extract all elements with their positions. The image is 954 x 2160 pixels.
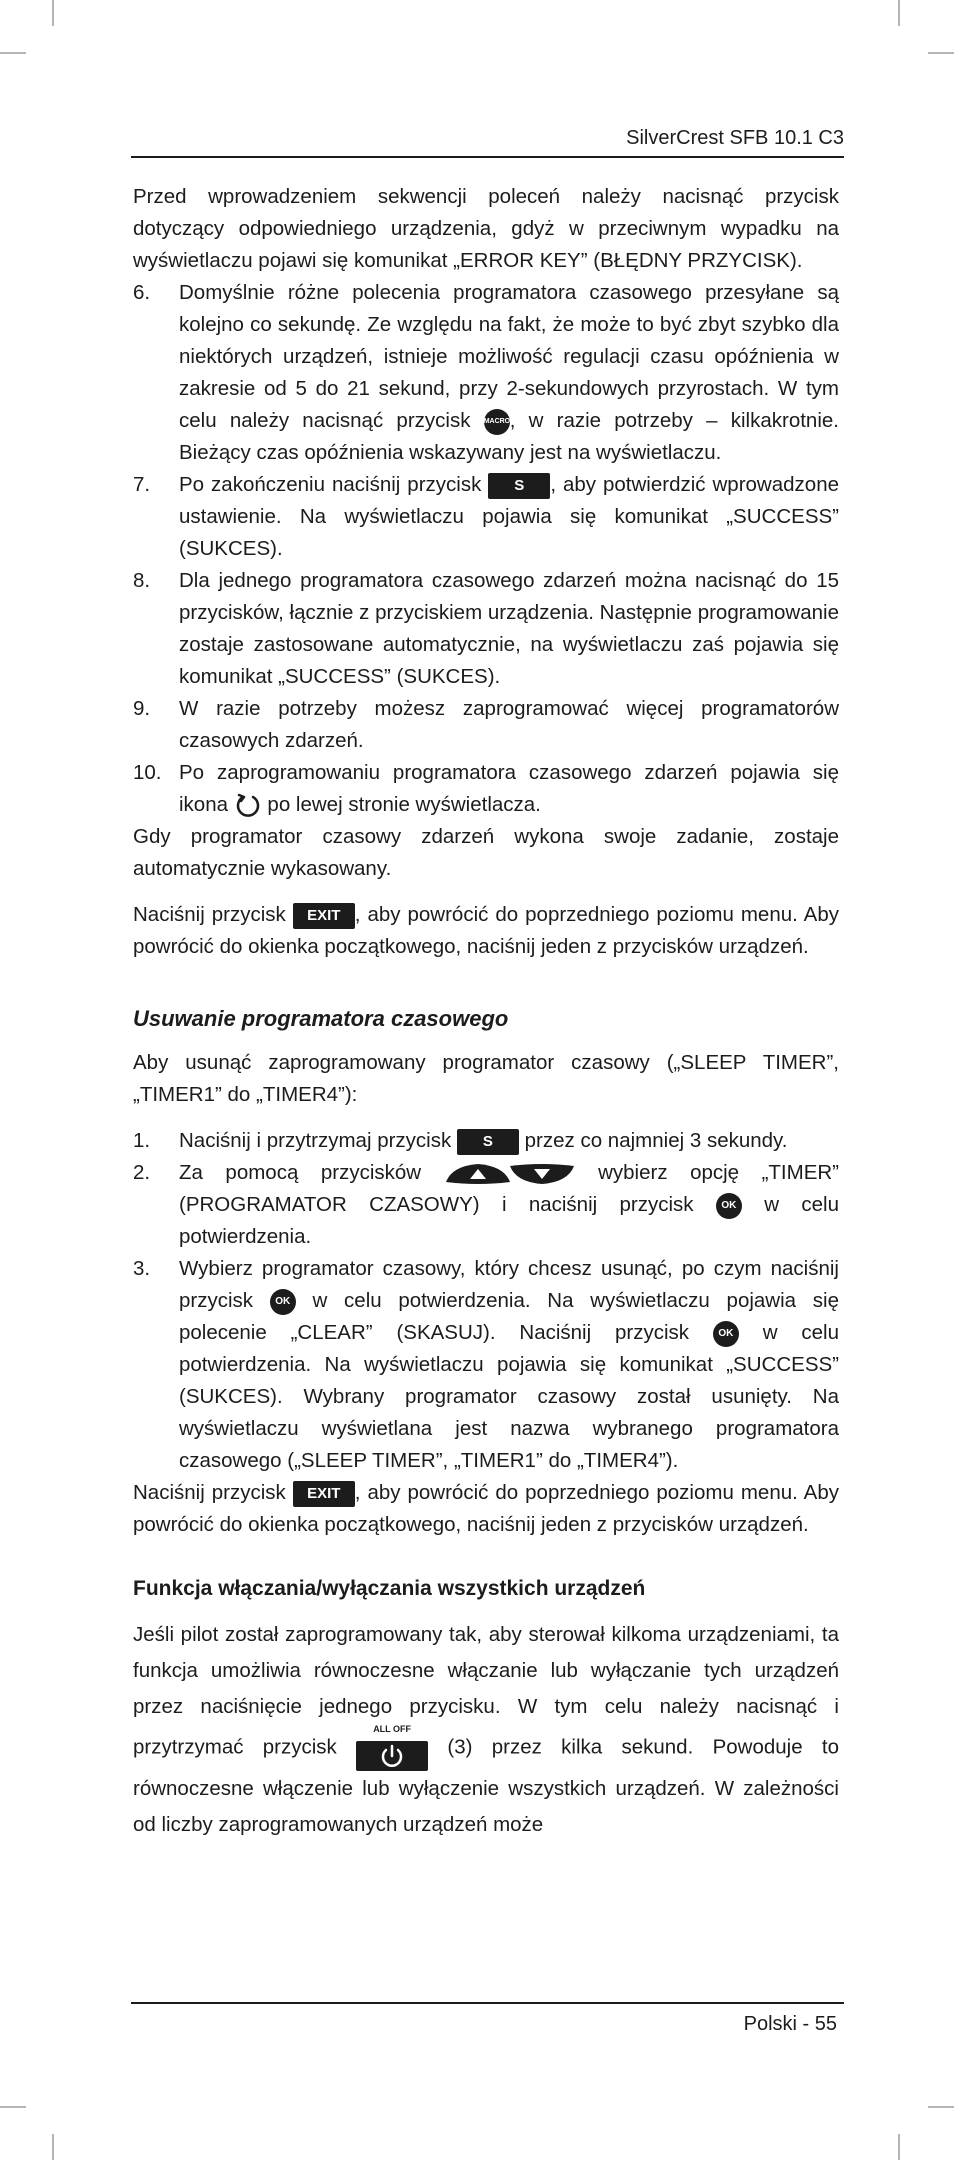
step-text: Za pomocą przycisków [179, 1161, 422, 1184]
s-key-icon: S [488, 473, 550, 499]
ok-button-icon: OK [713, 1321, 739, 1347]
list-item [133, 757, 839, 821]
list-item [133, 277, 839, 469]
delete-steps-list [133, 1125, 839, 1477]
step-text: , aby potwierdzić wprowadzone ustawienie. Na wyświetlaczu pojawia się komunikat „SUCCESS” (SUKCES). [179, 473, 839, 560]
ok-button-icon: OK [716, 1193, 742, 1219]
page-body [133, 181, 839, 1843]
exit-paragraph [133, 899, 839, 963]
list-item [133, 565, 839, 693]
paragraph: Gdy programator czasowy zdarzeń wykona swoje zadanie, zostaje automatycznie wykasowany. [133, 825, 839, 880]
ok-button-icon: OK [270, 1289, 296, 1315]
crop-mark [928, 2106, 954, 2108]
all-off-paragraph [133, 1617, 839, 1843]
text: Jeśli pilot został zaprogramowany tak, aby sterował kilkoma urządzeniami, ta funkcja umożliwia równoczesne włączanie lub wyłączanie tych urządzeń przez naciśnięcie jednego przycisku. W tym celu należy nacisnąć i przytrzymać przycisk [133, 1623, 839, 1759]
step-number: 10. [133, 761, 162, 784]
s-key-icon: S [457, 1129, 519, 1155]
text: Naciśnij przycisk [133, 903, 286, 926]
text: Naciśnij przycisk [133, 1481, 286, 1504]
list-item [133, 469, 839, 565]
all-off-key [356, 1741, 428, 1771]
macro-button-icon: MACRO [484, 409, 510, 435]
power-icon [356, 1741, 428, 1771]
step-text: Naciśnij i przytrzymaj przycisk [179, 1129, 452, 1152]
step-text: w celu potwierdzenia. [179, 1193, 839, 1248]
page-footer: Polski - 55 [743, 2013, 837, 2035]
crop-mark [928, 52, 954, 54]
list-item [133, 1253, 839, 1477]
header-rule [131, 156, 844, 158]
step-text: przez co najmniej 3 sekundy. [524, 1129, 788, 1152]
steps-list [133, 277, 839, 821]
step-text: w celu potwierdzenia. Na wyświetlaczu pojawia się polecenie „CLEAR” (SKASUJ). Naciśnij przycisk [179, 1289, 839, 1344]
crop-mark [52, 2134, 54, 2160]
step-number: 9. [133, 697, 151, 720]
step-text: Domyślnie różne polecenia programatora czasowego przesyłane są kolejno co sekundę. Ze względu na fakt, że może to być zbyt szybko dla niektórych urządzeń, istnieje możliwość regulacji czasu opóźnienia w zakresie od 5 do 21 sekund, przy 2-sekundowych przyrostach. W tym celu należy nacisnąć przycisk [179, 281, 839, 432]
exit-paragraph [133, 1477, 839, 1541]
section-heading: Funkcja włączania/wyłączania wszystkich urządzeń [133, 1577, 646, 1600]
timer-circle-icon [234, 792, 262, 820]
crop-mark [898, 2134, 900, 2160]
step-text: Po zaprogramowaniu programatora czasowego zdarzeń pojawia się ikona [179, 761, 839, 816]
step-text: w celu potwierdzenia. Na wyświetlaczu pojawia się komunikat „SUCCESS” (SUKCES). Wybrany programator czasowy został usunięty. Na wyświetlaczu wyświetlana jest nazwa wybranego programatora czasowego („SLEEP TIMER”, „TIMER1” do „TIMER4”). [179, 1321, 839, 1472]
step-number: 8. [133, 569, 151, 592]
step-number: 2. [133, 1161, 151, 1184]
list-item [133, 693, 839, 757]
step-text: W razie potrzeby możesz zaprogramować więcej programatorów czasowych zdarzeń. [179, 697, 839, 752]
crop-mark [898, 0, 900, 26]
step-number: 7. [133, 473, 151, 496]
step-text: po lewej stronie wyświetlacza. [267, 793, 541, 816]
footer-rule [131, 2002, 844, 2004]
section-heading: Usuwanie programatora czasowego [133, 1006, 509, 1031]
section-intro: Aby usunąć zaprogramowany programator czasowy („SLEEP TIMER”, „TIMER1” do „TIMER4”): [133, 1051, 839, 1106]
text: , aby powrócić do poprzedniego poziomu menu. Aby powrócić do okienka początkowego, naciśnij jeden z przycisków urządzeń. [133, 903, 839, 958]
text: , aby powrócić do poprzedniego poziomu menu. Aby powrócić do okienka początkowego, naciśnij jeden z przycisków urządzeń. [133, 1481, 839, 1536]
up-down-arrows-icon [444, 1160, 576, 1188]
all-off-label: ALL OFF [373, 1724, 412, 1734]
crop-mark [52, 0, 54, 26]
crop-mark [0, 2106, 26, 2108]
intro-paragraph: Przed wprowadzeniem sekwencji poleceń należy nacisnąć przycisk dotyczący odpowiedniego urządzenia, gdyż w przeciwnym wypadku na wyświetlaczu pojawi się komunikat „ERROR KEY” (BŁĘDNY PRZYCISK). [133, 185, 839, 272]
step-number: 3. [133, 1257, 151, 1280]
step-text: Dla jednego programatora czasowego zdarzeń można nacisnąć do 15 przycisków, łącznie z przyciskiem urządzenia. Następnie programowanie zostaje zastosowane automatycznie, na wyświetlaczu zaś pojawia się komunikat „SUCCESS” (SUKCES). [179, 569, 839, 688]
step-text: Po zakończeniu naciśnij przycisk [179, 473, 482, 496]
step-text: Wybierz programator czasowy, który chcesz usunąć, po czym naciśnij przycisk [179, 1257, 839, 1312]
list-item [133, 1157, 839, 1253]
step-text: , w razie potrzeby – kilkakrotnie. Bieżący czas opóźnienia wskazywany jest na wyświetlaczu. [179, 409, 839, 464]
step-number: 1. [133, 1129, 151, 1152]
exit-key-icon: EXIT [293, 903, 355, 929]
crop-mark [0, 52, 26, 54]
list-item [133, 1125, 839, 1157]
text: (3) przez kilka sekund. Powoduje to równoczesne włączenie lub wyłączenie wszystkich urządzeń. W zależności od liczby zaprogramowanych urządzeń może [133, 1735, 839, 1836]
running-header: SilverCrest SFB 10.1 C3 [626, 127, 844, 149]
step-text: wybierz opcję „TIMER” (PROGRAMATOR CZASOWY) i naciśnij przycisk [179, 1161, 840, 1216]
step-number: 6. [133, 281, 151, 304]
all-off-button-icon [356, 1724, 428, 1771]
exit-key-icon: EXIT [293, 1481, 355, 1507]
